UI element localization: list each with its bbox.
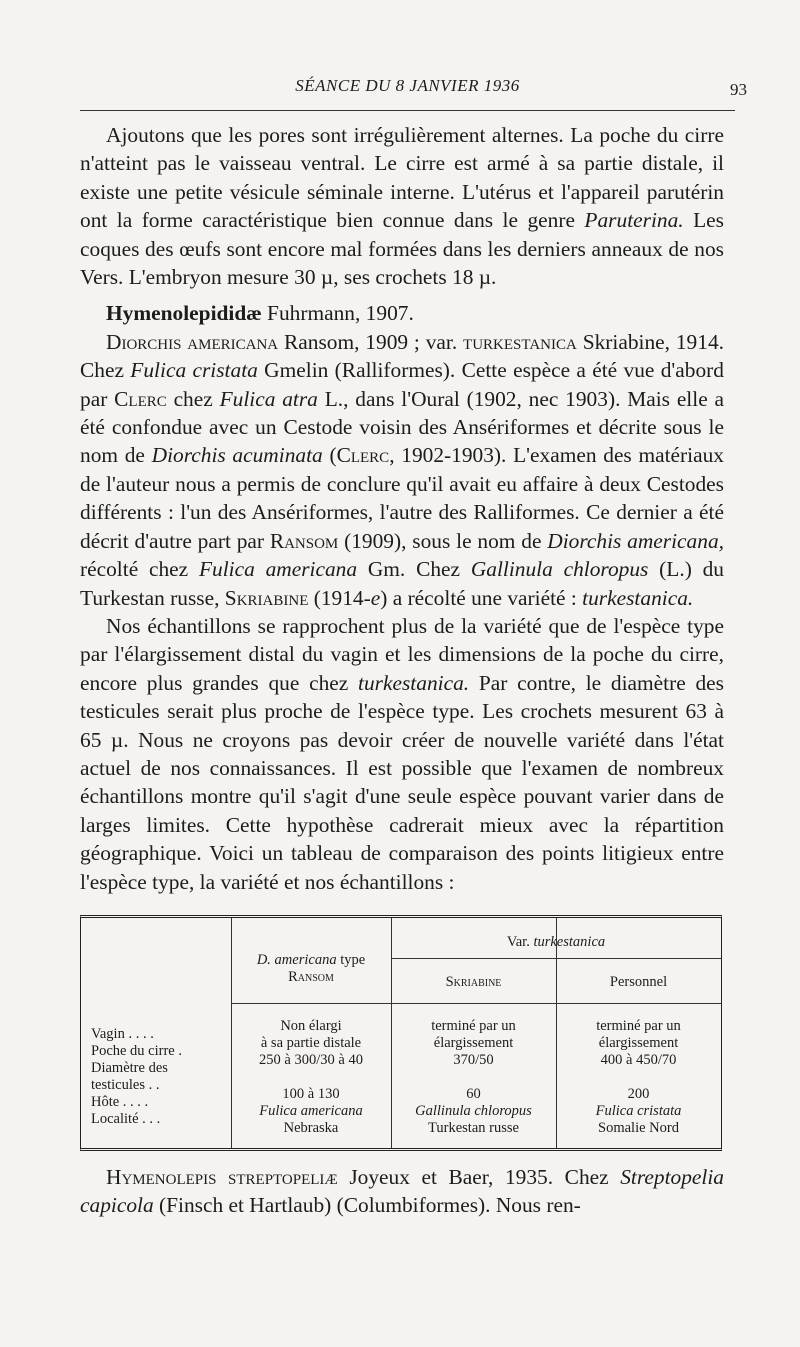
text-run: Ajoutons que les pores sont irrégulièrement alternes. La poche du cirre n'atteint pas le vaisseau ventral. Le cirre est armé à sa partie distale, il existe une petite vésicule séminale interne. L'utérus et l'appareil parutérin ont la forme caractéristique bien connue dans le genre [80,123,724,233]
author-name: Skriabine [224,585,309,610]
host-name: Fulica cristata [130,358,258,383]
variety-header [391,934,721,951]
text-run: (Finsch et Hartlaub) (Columbiformes). Nous ren- [153,1193,581,1218]
table-cell: élargissement [433,1035,514,1051]
row-label: Poche du cirre . [91,1043,182,1059]
family-author: Fuhrmann, 1907. [261,301,414,326]
family-name: Hymenolepididæ [106,301,262,326]
host-name: Fulica americana [198,557,358,582]
variety-title: turkestanica [533,934,606,950]
table-divider [391,958,721,959]
row-label: testicules . . [91,1077,160,1093]
table-cell: 370/50 [453,1052,494,1068]
col1-title-rest: type [336,952,366,968]
table-cell: terminé par un [431,1018,516,1034]
host-name: Streptopelia capicola [80,1165,724,1218]
table-cell: Turkestan russe [428,1120,519,1136]
running-title: SÉANCE DU 8 JANVIER 1936 [295,76,520,95]
author-name: Clerc [336,443,390,468]
col2-values [391,1018,556,1137]
page-number: 93 [730,80,747,99]
text-run: e [370,585,381,610]
row-labels [91,1026,231,1128]
row-label: Localité . . . [91,1111,161,1127]
variety-prefix: Var. [506,934,534,950]
table-cell: 200 [627,1086,650,1102]
table-cell: à sa partie distale [260,1035,362,1051]
text-run: Les coques des œufs sont encore mal formées dans les derniers anneaux de nos Vers. L'embryon mesure 30 µ, ses crochets 18 µ. [80,208,724,290]
host-name: Gallinula chloropus [470,557,649,582]
table-cell [556,1069,721,1086]
text-run: ( [322,443,337,468]
col1-title: D. americana [256,952,337,968]
host-name: Fulica atra [219,386,318,411]
paragraph-5 [80,1163,724,1220]
table-cell: Nebraska [283,1120,339,1136]
table-cell: 60 [466,1086,481,1102]
table-cell: 400 à 450/70 [600,1052,677,1068]
text-run: Gm. Chez [357,557,471,582]
author-name: Clerc [114,386,167,411]
table-cell: élargissement [598,1035,679,1051]
text-run: chez [166,386,220,411]
species-name: Diorchis americana [106,329,279,354]
col1-header [231,952,391,986]
family-heading [80,299,724,327]
table-cell [391,1069,556,1086]
text-run: (L.) du Turkestan russe, [80,557,724,610]
author-name: Ransom [269,528,339,553]
text-run: Gmelin (Ralliformes). Cette espèce a été vue d'abord par [80,358,724,411]
species-name: Hymenolepis streptopeliæ [106,1165,338,1189]
col3-values [556,1018,721,1137]
paragraph-3 [80,328,724,612]
text-run: (1914- [308,585,371,610]
col2-header: Skriabine [445,974,502,990]
text-run: récolté chez [80,557,199,582]
table-cell: Gallinula chloropus [415,1103,532,1119]
table-divider [231,1003,721,1004]
col3-header: Personnel [609,974,668,990]
table-cell: 100 à 130 [282,1086,340,1102]
table-cell: 250 à 300/30 à 40 [259,1052,363,1068]
text-run: Joyeux et Baer, 1935. Chez [337,1165,621,1189]
variety-name: turkestanica. [358,670,470,695]
body-text [80,121,724,896]
text-run: Ransom, 1909 ; var. [278,329,464,354]
table-cell [231,1069,391,1086]
text-run: Skriabine, 1914. Chez [80,329,724,383]
paragraph-4 [80,612,724,896]
col1-author: Ransom [288,969,334,985]
row-label: Diamètre des [91,1060,168,1076]
table-cell: Fulica cristata [595,1103,682,1119]
paragraph-1 [80,121,724,291]
text-run: L., dans l'Oural (1902, nec 1903). Mais elle a été confondue avec un Cestode voisin des Ansériformes et décrite sous le nom de [80,386,724,468]
species-name: Diorchis acuminata [151,443,323,468]
table-cell: terminé par un [596,1018,681,1034]
text-run: , 1902-1903). L'examen des matériaux de l'auteur nous a permis de conclure qu'il avait eu affaire à deux Cestodes différents : l'un des Ansériformes, l'autre des Ralliformes. Ce dernier a été décrit d'autre part par [80,443,724,553]
row-label: Vagin . . . . [91,1026,154,1042]
header-rule [80,110,735,111]
text-run: ) a récolté une variété : [380,585,583,610]
variety-name: turkestanica [463,329,577,354]
col1-values [231,1018,391,1137]
comparison-table [80,915,722,1151]
variety-name: turkestanica. [582,585,694,610]
text-run: (1909), sous le nom de [338,528,548,553]
genus-name: Paruterina. [584,208,684,233]
page-header [80,76,747,104]
text-run: Par contre, le diamètre des testicules serait plus proche de l'espèce type. Les crochets mesurent 63 à 65 µ. Nous ne croyons pas devoir créer de nouvelle variété dans l'état actuel de nos connaissances. Il est possible que l'examen de nombreux échantillons montre qu'il s'agit d'une seule espèce pouvant varier dans de larges limites. Cette hypothèse cadrerait mieux avec la répartition géographique. Voici un tableau de comparaison des points litigieux entre l'espèce type, la variété et nos échantillons : [80,670,724,894]
species-name: Diorchis americana, [547,528,724,553]
row-label: Hôte . . . . [91,1094,149,1110]
table-cell: Somalie Nord [598,1120,679,1136]
table-cell: Non élargi [280,1018,342,1034]
table-cell: Fulica americana [259,1103,363,1119]
text-run: Nos échantillons se rapprochent plus de la variété que de l'espèce type par l'élargissement distal du vagin et les dimensions de la poche du cirre, encore plus grandes que chez [80,613,724,695]
